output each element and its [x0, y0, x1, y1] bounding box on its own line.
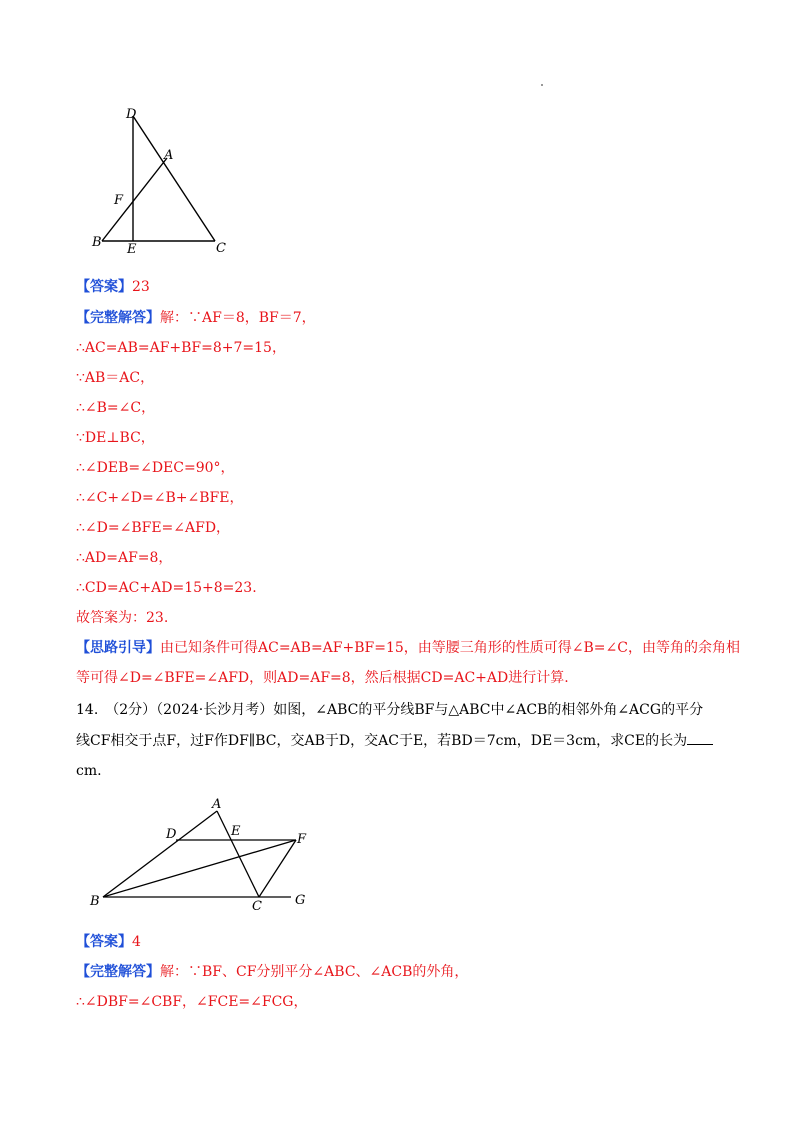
hint-1-line1 [76, 638, 740, 658]
solution-step: ∵AB＝AC， [76, 370, 155, 386]
fig1-label-B: B [92, 235, 102, 250]
answer-tag: 【答案】 [76, 934, 132, 950]
answer-blank [687, 730, 713, 745]
question-14-line2 [76, 730, 713, 751]
solution-step: ∴∠DBF=∠CBF，∠FCE=∠FCG， [76, 994, 308, 1010]
solution-step: ∴∠D=∠BFE=∠AFD， [76, 520, 231, 536]
solution-tag: 【完整解答】 [76, 964, 160, 980]
fig2-label-E: E [231, 824, 241, 839]
fig2-label-C: C [252, 899, 262, 914]
fig1-label-C: C [216, 241, 226, 254]
fig2-label-D: D [166, 827, 177, 842]
fig1-label-D: D [126, 107, 137, 122]
solution-text: 解：∵BF、CF分别平分∠ABC、∠ACB的外角， [160, 964, 469, 980]
solution-step: ∵DE⊥BC， [76, 430, 155, 446]
fig2-label-A: A [212, 797, 222, 812]
hint-text: 由已知条件可得AC=AB=AF+BF=15，由等腰三角形的性质可得∠B=∠C，由等角的余角相 [160, 640, 740, 656]
solution-step: ∴CD=AC+AD=15+8=23. [76, 580, 257, 596]
conclusion: 故答案为：23. [76, 610, 169, 626]
solution-step: ∴∠B=∠C， [76, 400, 156, 416]
solution-step: ∴AC=AB=AF+BF=8+7=15， [76, 340, 286, 356]
answer-1 [76, 277, 150, 297]
answer-value: 23 [132, 279, 150, 295]
figure-2-diagram [86, 795, 322, 915]
solution-step: ∴∠C+∠D=∠B+∠BFE， [76, 490, 244, 506]
hint-tag: 【思路引导】 [76, 640, 160, 656]
solution-step: ∴AD=AF=8， [76, 550, 173, 566]
fig2-label-F: F [297, 832, 307, 847]
fig2-label-B: B [90, 894, 100, 909]
question-14-line3: cm. [76, 763, 102, 779]
answer-value: 4 [132, 934, 141, 950]
figure-1-diagram [88, 104, 248, 254]
solution-text: 解：∵AF＝8，BF＝7， [160, 310, 316, 326]
answer-2 [76, 932, 141, 952]
question-14-text: 线CF相交于点F，过F作DF∥BC，交AB于D，交AC于E，若BD＝7cm，DE＝3cm，求CE的长为 [76, 733, 688, 749]
fig1-label-F: F [114, 193, 124, 208]
solution-2-first [76, 962, 468, 982]
question-14-line1: 14. （2分）（2024·长沙月考）如图，∠ABC的平分线BF与△ABC中∠ACB的相邻外角∠ACG的平分 [76, 702, 704, 718]
answer-tag: 【答案】 [76, 279, 132, 295]
fig2-label-G: G [295, 893, 306, 908]
solution-tag: 【完整解答】 [76, 310, 160, 326]
stray-dot [541, 84, 543, 86]
fig1-label-E: E [127, 242, 137, 254]
hint-1-line2: 等可得∠D=∠BFE=∠AFD，则AD=AF=8，然后根据CD=AC+AD进行计算. [76, 670, 569, 686]
solution-1-first [76, 308, 316, 328]
fig1-label-A: A [164, 148, 174, 163]
solution-step: ∴∠DEB=∠DEC=90°， [76, 460, 235, 476]
